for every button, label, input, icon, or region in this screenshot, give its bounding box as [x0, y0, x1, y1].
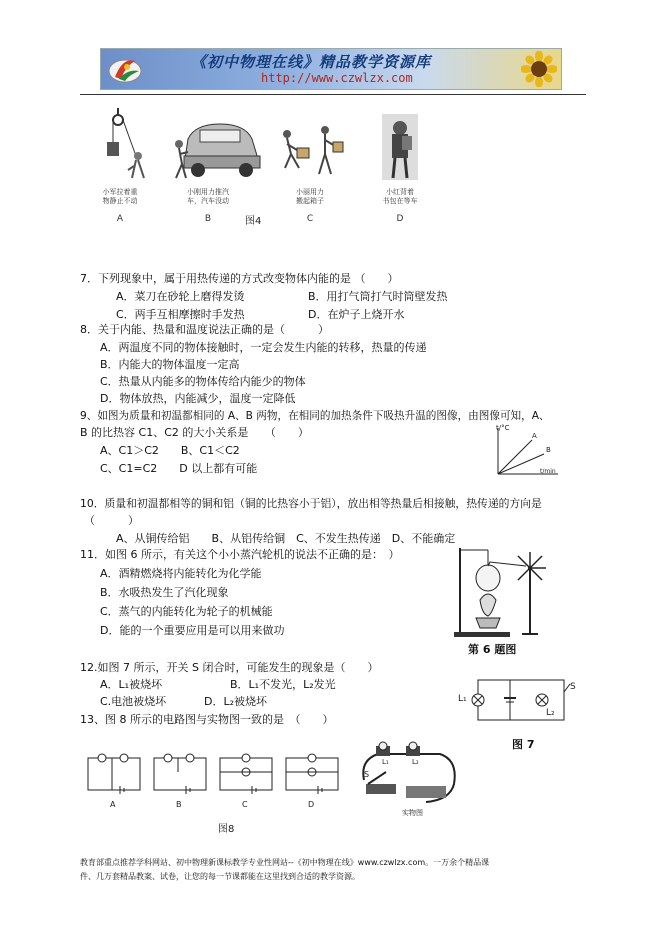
q13-letter-a: A [110, 800, 116, 809]
q8-option-d: D．物体放热，内能减少，温度一定降低 [100, 392, 296, 405]
footer-line-2: 件、几万套精品教案、试卷，让您的每一节课都能在这里找到合适的教学资源。 [80, 872, 360, 881]
q11-option-a: A．酒精燃烧将内能转化为化学能 [100, 567, 262, 580]
q13-letter-d: D [308, 800, 315, 809]
banner-url[interactable]: http://www.czwlzx.com [261, 71, 413, 85]
figure-4-label: 图4 [245, 216, 262, 227]
q9-graph-y-label: t/°C [496, 424, 510, 432]
scene-a-pulley-icon [100, 108, 150, 188]
q11-option-b: B．水吸热发生了汽化现象 [100, 586, 229, 599]
q9-graph-x-label: t/min [540, 468, 556, 475]
q12-stem: 12.如图 7 所示，开关 S 闭合时，可能发生的现象是（ ） [80, 661, 379, 674]
q10-stem-2: （ ） [84, 514, 139, 527]
q12-l2-label: L₂ [546, 708, 555, 718]
q13-figure-label: 图8 [218, 824, 235, 835]
sunflower-icon [521, 51, 557, 87]
q13-real-l2: L₂ [412, 758, 419, 766]
caption-c: 小丽用力 搬起箱子 C [296, 188, 324, 224]
q12-circuit-diagram [458, 672, 582, 728]
q11-steam-turbine-figure [452, 544, 552, 640]
scene-b-car-icon [170, 114, 265, 184]
q7-stem: 7．下列现象中，属于用热传递的方式改变物体内能的是 （ ） [80, 272, 399, 285]
site-logo-icon [105, 53, 145, 85]
scene-d-backpack-icon [380, 112, 420, 184]
q13-circuit-b [150, 752, 210, 798]
q13-circuit-a [84, 752, 144, 798]
q8-option-a: A．两温度不同的物体接触时，一定会发生内能的转移，热量的传递 [100, 341, 427, 354]
q9-graph [486, 424, 562, 480]
q7-option-b: B．用打气筒打气时筒壁发热 [308, 290, 448, 303]
q12-figure-label: 图 7 [512, 738, 535, 751]
q9-line-a [498, 440, 532, 474]
q11-figure-label: 第 6 题图 [468, 643, 517, 656]
q9-options-ab: A、C1＞C2 B、C1＜C2 [100, 444, 240, 457]
q13-letter-b: B [176, 800, 182, 809]
q8-option-b: B．内能大的物体温度一定高 [100, 358, 240, 371]
banner-title: 《初中物理在线》精品教学资源库 [191, 53, 432, 71]
q11-stem: 11．如图 6 所示，有关这个小小蒸汽轮机的说法不正确的是： ） [80, 548, 400, 561]
q12-s-label: S [570, 682, 576, 692]
q9-graph-b-label: B [546, 446, 551, 454]
header-rule [80, 94, 586, 95]
q13-real-s: S [364, 770, 370, 779]
footer-line-1: 教育部重点推荐学科网站、初中物理新课标教学专业性网站--《初中物理在线》www.czwlzx.com。一万余个精品课 [80, 858, 490, 867]
q12-l1-label: L₁ [458, 694, 467, 704]
q10-stem-1: 10．质量和初温都相等的铜和铝（铜的比热容小于铝），放出相等热量后相接触，热传递的方向是 [80, 497, 542, 510]
q12-option-c: C.电池被烧坏 [100, 695, 167, 708]
q13-circuit-options [84, 752, 344, 812]
q13-circuit-c [216, 752, 276, 798]
q13-stem: 13、图 8 所示的电路图与实物图一致的是 （ ） [80, 713, 334, 726]
scene-c-box-icon [275, 124, 345, 184]
q7-option-c: C．两手互相摩擦时手发热 [116, 308, 245, 321]
q9-stem-2: B 的比热容 C1、C2 的大小关系是 （ ） [80, 426, 309, 439]
q9-graph-a-label: A [532, 432, 537, 440]
q7-option-a: A．菜刀在砂轮上磨得发烫 [116, 290, 245, 303]
q13-real-setup-figure [356, 740, 462, 820]
q9-options-cd: C、C1=C2 D 以上都有可能 [100, 462, 258, 475]
q7-option-d: D．在炉子上烧开水 [308, 308, 405, 321]
q12-circuit-figure [458, 672, 582, 728]
caption-d: 小红背着 书包在等车 D [382, 188, 418, 224]
q8-option-c: C．热量从内能多的物体传给内能少的物体 [100, 375, 306, 388]
q12-option-b: B．L₁不发光，L₂发光 [230, 678, 336, 691]
q9-line-b [498, 454, 544, 474]
q12-option-a: A．L₁被烧坏 [100, 678, 163, 691]
q9-stem-1: 9、如图为质量和初温都相同的 A、B 两物，在相同的加热条件下吸热升温的图像，由图像可知，A、 [80, 410, 550, 422]
q12-option-d: D．L₂被烧坏 [204, 695, 268, 708]
q13-letter-c: C [242, 800, 248, 809]
q10-options: A、从铜传给铝 B、从铝传给铜 C、不发生热传递 D、不能确定 [116, 532, 456, 545]
caption-a: 小军拉着重 物静止不动 A [102, 188, 138, 224]
q13-circuit-d [282, 752, 342, 798]
caption-b: 小刚用力推汽 车，汽车没动 B [187, 188, 229, 224]
header-banner [100, 48, 562, 90]
q11-option-d: D．能的一个重要应用是可以用来做功 [100, 624, 285, 637]
figure-4 [100, 108, 440, 233]
q13-real-l1: L₁ [382, 758, 389, 766]
q13-real-setup-drawing [356, 740, 462, 812]
q11-option-c: C．蒸气的内能转化为轮子的机械能 [100, 605, 273, 618]
q8-stem: 8．关于内能、热量和温度说法正确的是（ ） [80, 323, 329, 336]
q13-real-label: 实物图 [402, 809, 423, 817]
